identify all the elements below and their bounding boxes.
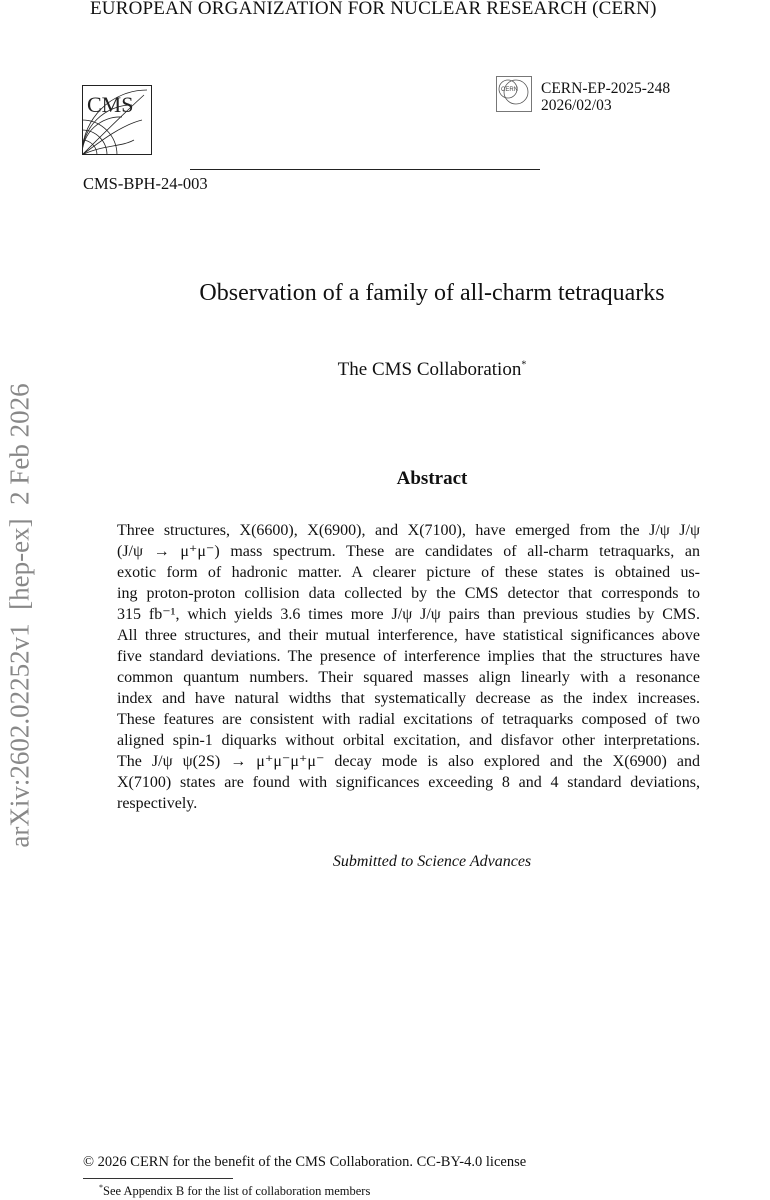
footnote-rule: [83, 1178, 233, 1179]
abstract-line: X(7100) states are found with significances exceeding 8 and 4 standard deviations,: [117, 774, 700, 791]
cms-logo-text: CMS: [87, 92, 134, 117]
cern-logo: [496, 76, 532, 112]
abstract-line: These features are consistent with radial excitations of tetraquarks composed of two: [117, 711, 700, 728]
footnote: [99, 1183, 370, 1199]
author-name: The CMS Collaboration: [337, 359, 522, 380]
abstract-line: ing proton-proton collision data collected by the CMS detector that corresponds to: [117, 585, 700, 602]
abstract-line: index and have natural widths that systematically decrease as the index increases.: [117, 690, 700, 707]
copyright-notice: © 2026 CERN for the benefit of the CMS Collaboration. CC-BY-4.0 license: [83, 1154, 527, 1170]
abstract-line: Three structures, X(6600), X(6900), and X(7100), have emerged from the J/ψ J/ψ: [117, 522, 700, 539]
cern-logo-text: CERN: [501, 87, 519, 93]
abstract-line: 315 fb⁻¹, which yields 3.6 times more J/ψ J/ψ pairs than previous studies by CMS.: [117, 606, 700, 623]
abstract-line: five standard deviations. The presence of interference implies that the structures have: [117, 648, 700, 665]
abstract-line: exotic form of hadronic matter. A clearer picture of these states is obtained us-: [117, 564, 700, 581]
report-number: CERN-EP-2025-248: [541, 80, 671, 97]
abstract-line: common quantum numbers. Their squared masses align linearly with a resonance: [117, 669, 700, 686]
submission-note: Submitted to Science Advances: [332, 853, 532, 870]
cms-logo: [82, 85, 152, 155]
footnote-text: See Appendix B for the list of collaboration members: [103, 1184, 371, 1199]
footnote-mark: *: [99, 1183, 103, 1192]
abstract-line: respectively.: [117, 795, 198, 812]
cms-report-id: CMS-BPH-24-003: [83, 174, 208, 193]
report-info: [541, 80, 670, 114]
abstract-line: aligned spin-1 diquarks without orbital excitation, and disfavor other interpretations.: [117, 732, 700, 749]
arxiv-stamp: arXiv:2602.02252v1 [hep-ex] 2 Feb 2026: [4, 383, 35, 848]
author-footnote-mark: *: [521, 359, 527, 371]
abstract-line: All three structures, and their mutual interference, have statistical significances above: [117, 627, 700, 644]
abstract-line: (J/ψ → μ⁺μ⁻) mass spectrum. These are candidates of all-charm tetraquarks, an: [117, 543, 700, 560]
abstract-line: The J/ψ ψ(2S) → μ⁺μ⁻μ⁺μ⁻ decay mode is also explored and the X(6900) and: [117, 753, 700, 770]
authors: [0, 359, 770, 381]
abstract-heading: Abstract: [396, 468, 468, 489]
report-date: 2026/02/03: [541, 97, 612, 114]
paper-title: Observation of a family of all-charm tetraquarks: [199, 280, 665, 306]
header-rule: [190, 169, 540, 170]
abstract-body: [117, 520, 700, 814]
organization-header: EUROPEAN ORGANIZATION FOR NUCLEAR RESEARCH (CERN): [90, 0, 657, 19]
